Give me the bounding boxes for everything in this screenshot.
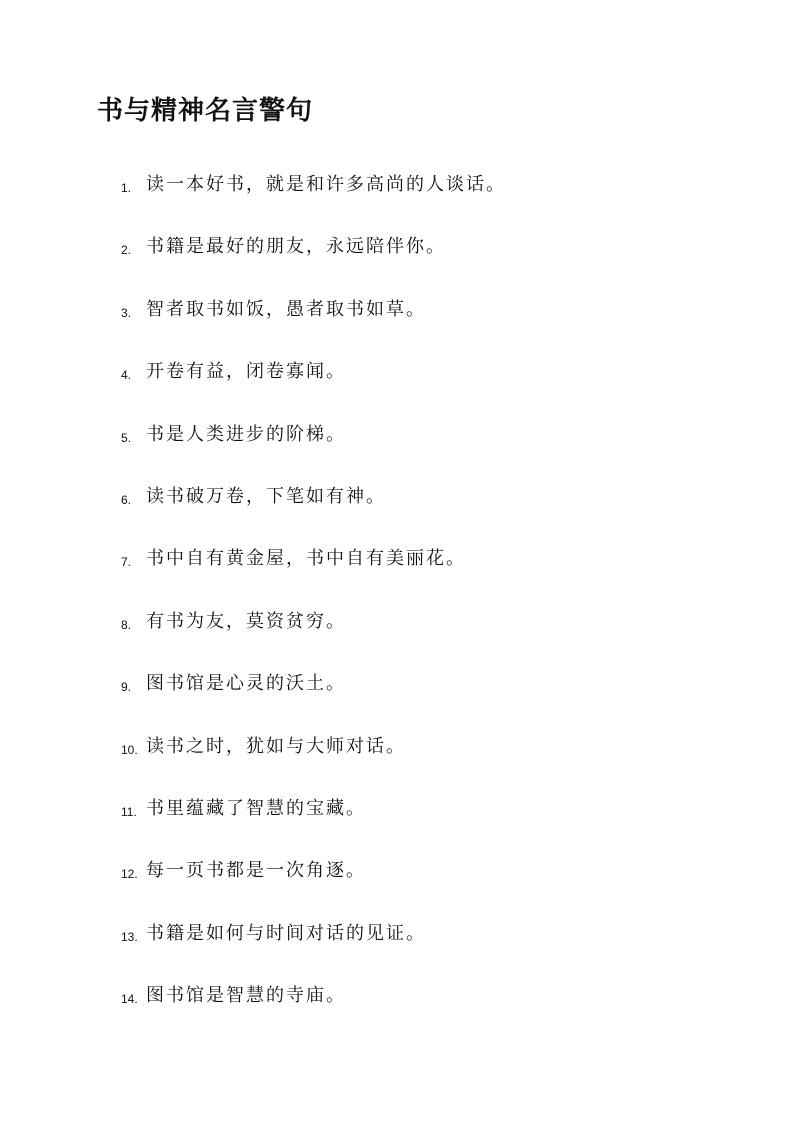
item-text: 图书馆是心灵的沃土。 bbox=[146, 673, 346, 695]
item-text: 智者取书如饭，愚者取书如草。 bbox=[146, 298, 426, 320]
item-text: 开卷有益，闭卷寡闻。 bbox=[146, 361, 346, 383]
item-number: 7. bbox=[121, 555, 132, 570]
item-text: 读一本好书，就是和许多高尚的人谈话。 bbox=[146, 174, 506, 195]
item-text: 书是人类进步的阶梯。 bbox=[146, 423, 346, 445]
item-text: 书中自有黄金屋，书中自有美丽花。 bbox=[146, 548, 466, 570]
item-number: 14. bbox=[121, 992, 138, 1007]
item-text: 读书之时，犹如与大师对话。 bbox=[146, 735, 406, 757]
item-text: 读书破万卷，下笔如有神。 bbox=[146, 485, 386, 507]
item-text: 书里蕴藏了智慧的宝藏。 bbox=[146, 797, 366, 819]
item-number: 12. bbox=[121, 867, 138, 882]
item-number: 5. bbox=[121, 430, 132, 445]
page-title: 书与精神名言警句 bbox=[97, 96, 314, 126]
item-number: 10. bbox=[121, 742, 138, 757]
item-text: 图书馆是智慧的寺庙。 bbox=[146, 985, 346, 1007]
item-number: 2. bbox=[121, 243, 132, 258]
item-number: 9. bbox=[121, 680, 132, 695]
item-number: 3. bbox=[121, 305, 132, 320]
item-number: 4. bbox=[121, 368, 132, 383]
item-text: 书籍是最好的朋友，永远陪伴你。 bbox=[146, 236, 446, 258]
item-text: 有书为友，莫资贫穷。 bbox=[146, 610, 346, 632]
item-number: 11. bbox=[121, 804, 137, 819]
item-number: 6. bbox=[121, 492, 132, 507]
item-number: 8. bbox=[121, 617, 132, 632]
item-number: 13. bbox=[121, 929, 138, 944]
item-text: 书籍是如何与时间对话的见证。 bbox=[146, 922, 426, 944]
item-text: 每一页书都是一次角逐。 bbox=[146, 860, 366, 882]
item-number: 1. bbox=[121, 181, 132, 195]
